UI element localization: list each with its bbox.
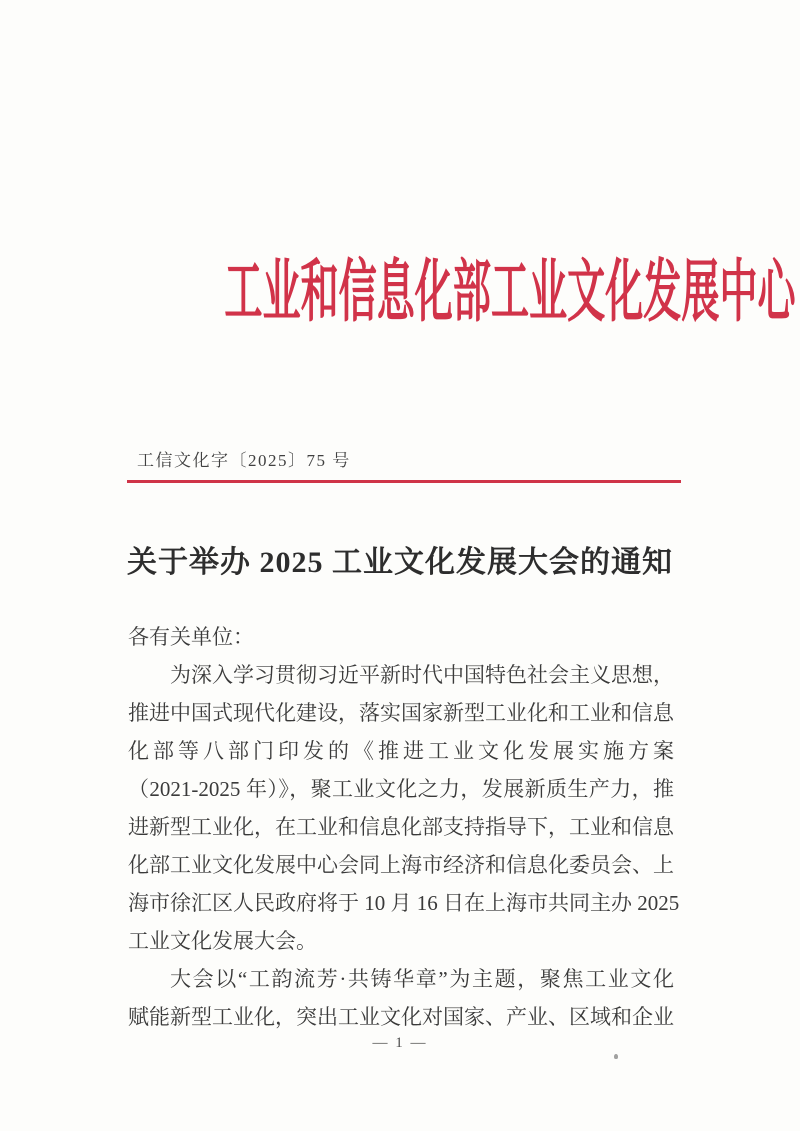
page-number: — 1 — bbox=[372, 1035, 428, 1051]
body-line: 进新型工业化，在工业和信息化部支持指导下，工业和信息 bbox=[128, 815, 674, 839]
letterhead bbox=[0, 252, 800, 351]
scan-artifact-speck bbox=[614, 1054, 618, 1059]
body-line: 为深入学习贯彻习近平新时代中国特色社会主义思想， bbox=[170, 663, 674, 687]
body-line: （2021-2025 年）》，聚工业文化之力，发展新质生产力，推 bbox=[128, 777, 674, 801]
red-separator-line bbox=[127, 480, 681, 483]
doc-number: 工信文化字〔2025〕75 号 bbox=[137, 451, 351, 470]
body-line: 化部工业文化发展中心会同上海市经济和信息化委员会、上 bbox=[128, 853, 674, 877]
notice-title: 关于举办 2025 工业文化发展大会的通知 bbox=[127, 546, 673, 579]
body-line: 赋能新型工业化，突出工业文化对国家、产业、区域和企业 bbox=[128, 1005, 674, 1029]
body-line: 工业文化发展大会。 bbox=[128, 929, 317, 953]
body-text bbox=[128, 618, 680, 1036]
letterhead-title: 工业和信息化部工业文化发展中心 bbox=[224, 254, 796, 330]
body-line-salutation: 各有关单位： bbox=[128, 625, 254, 649]
body-line: 大会以“工韵流芳·共铸华章”为主题，聚焦工业文化 bbox=[170, 967, 674, 991]
body-line: 推进中国式现代化建设，落实国家新型工业化和工业和信息 bbox=[128, 701, 674, 725]
body-line: 海市徐汇区人民政府将于 10 月 16 日在上海市共同主办 2025 bbox=[128, 891, 680, 915]
body-line: 化部等八部门印发的《推进工业文化发展实施方案 bbox=[128, 739, 674, 763]
